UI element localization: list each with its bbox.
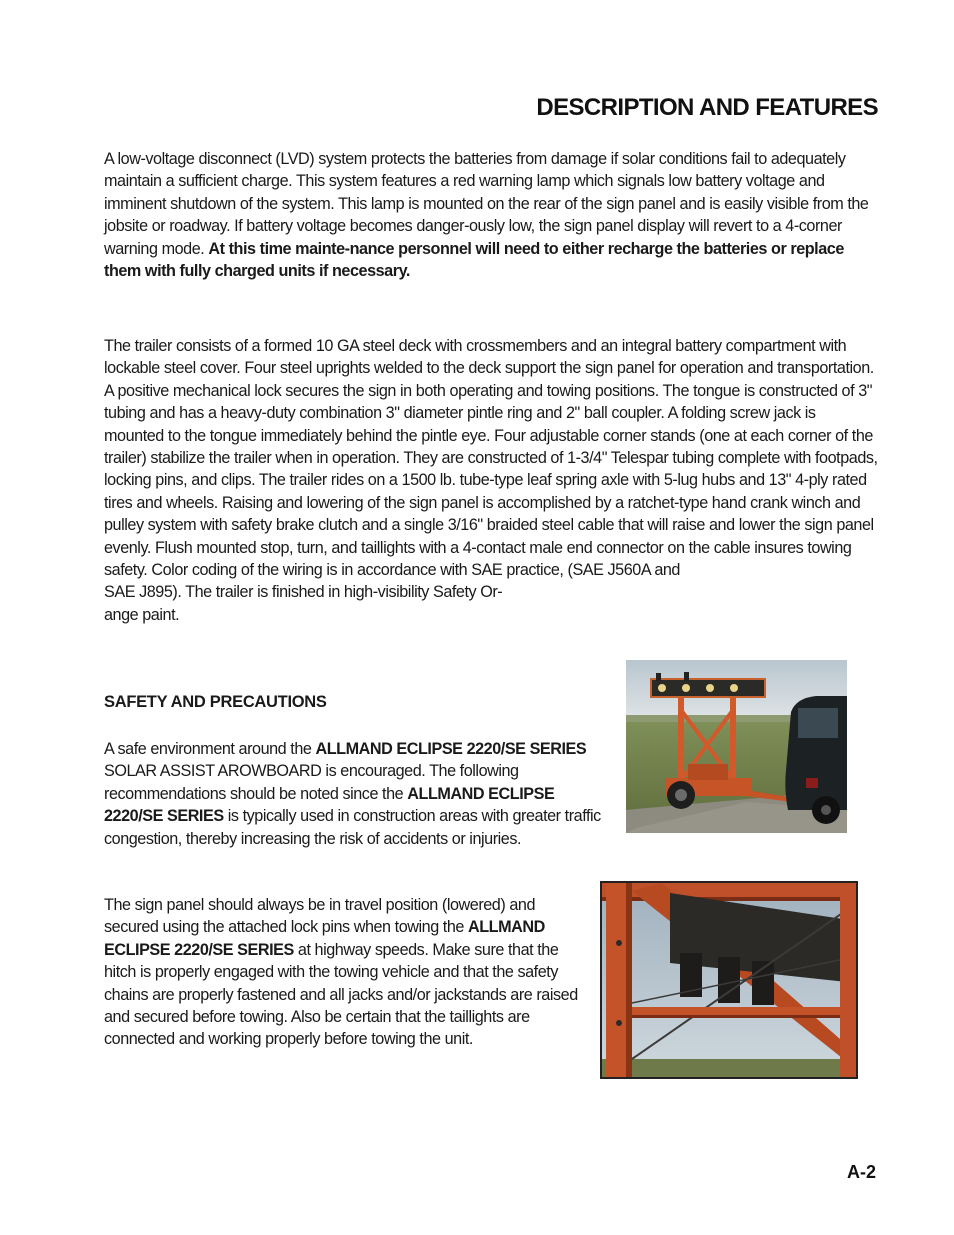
lvd-description-text: A low-voltage disconnect (LVD) system protects the batteries from damage if solar conditions fail to adequately maintain a sufficient charge. This system features a red warning lamp which signals low battery voltage and imminent shutdown of the system. This lamp is mounted on the rear of the sign panel and is easily visible from the jobsite or roadway. If battery voltage becomes danger-ously low, the sign panel display will revert to a 4-corner warning mode. — [104, 150, 869, 258]
product-name-bold-3: ALLMAND ECLIPSE 2220/SE SERIES — [104, 918, 545, 959]
lvd-maintenance-note: At this time mainte-nance personnel will need to either recharge the batteries or replace them with fully charged units if necessary. — [104, 239, 844, 281]
trailer-description-line-2: SAE J895). The trailer is finished in high-visibility Safety Or- — [104, 583, 503, 602]
page-number: A-2 — [846, 1162, 876, 1182]
safety-intro-text-2: SOLAR ASSIST AROWBOARD is encouraged. The following recommendations should be noted since the — [104, 762, 519, 803]
safety-intro-text-3: is typically used in construction areas with greater traffic congestion, thereby increasing the risk of accidents or injuries. — [104, 807, 601, 848]
product-name-bold-1: ALLMAND ECLIPSE 2220/SE SERIES — [315, 740, 587, 758]
lvd-description-paragraph — [104, 148, 878, 282]
trailer-photo — [626, 660, 847, 833]
sign-mast-closeup-photo — [600, 881, 858, 1079]
trailer-description-line-3: ange paint. — [104, 605, 180, 624]
safety-heading: SAFETY AND PRECAUTIONS — [104, 693, 327, 711]
product-name-bold-2: ALLMAND ECLIPSE 2220/SE SERIES — [104, 784, 555, 826]
page-title: DESCRIPTION AND FEATURES — [536, 94, 878, 121]
towing-instructions-paragraph — [104, 894, 584, 1051]
towing-text-1: The sign panel should always be in travel position (lowered) and secured using the attached lock pins when towing the — [104, 896, 536, 937]
trailer-description-text: The trailer consists of a formed 10 GA steel deck with crossmembers and an integral battery compartment with lockable steel cover. Four steel uprights welded to the deck support the sign panel for operation and transportation. A positive mechanical lock secures the sign in both operating and towing positions. The tongue is constructed of 3" tubing and has a heavy-duty combination 3" diameter pintle ring and 2" ball coupler. A folding screw jack is mounted to the tongue immediately behind the pintle eye. Four adjustable corner stands (one at each corner of the trailer) stabilize the trailer when in operation. They are constructed of 1-3/4" Telespar tubing complete with footpads, locking pins, and clips. The trailer rides on a 1500 lb. tube-type leaf spring axle with 5-lug hubs and 13" 4-ply rated tires and wheels. Raising and lowering of the sign panel is accomplished by a ratchet-type hand crank winch and pulley system with safety brake clutch and a single 3/16" braided steel cable that will raise and lower the sign panel evenly. Flush mounted stop, turn, and taillights with a 4-contact male end connector on the cable insures towing safety. Color coding of the wiring is in accordance with SAE practice, (SAE J560A and — [104, 337, 878, 580]
safety-intro-paragraph — [104, 738, 602, 850]
trailer-description-paragraph — [104, 335, 878, 626]
towing-text-2: at highway speeds. Make sure that the hitch is properly engaged with the towing vehicle and that the safety chains are properly fastened and all jacks and/or jackstands are raised and secured before towing. Also be certain that the taillights are connected and working properly before towing the unit. — [104, 940, 578, 1049]
safety-intro-text-1: A safe environment around the — [104, 740, 316, 758]
